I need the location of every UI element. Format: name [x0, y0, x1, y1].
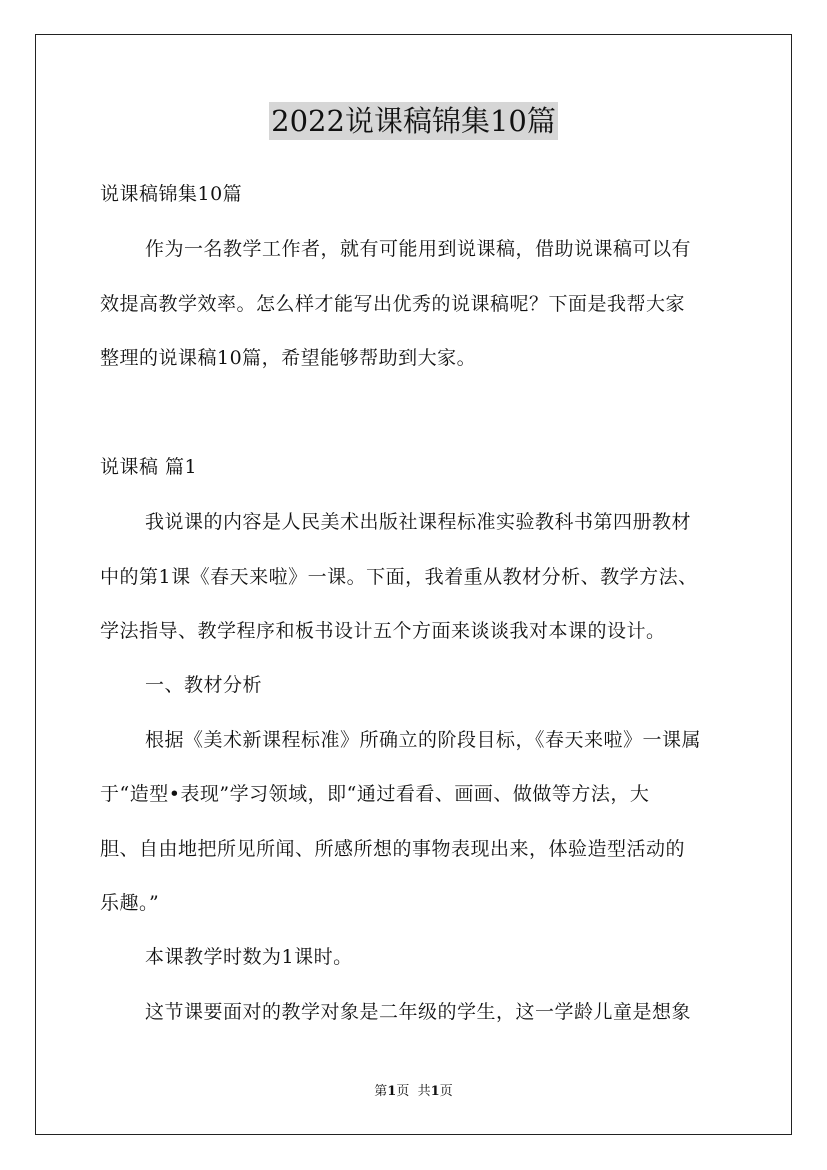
page-footer — [0, 1083, 827, 1101]
intro-line-3: 整理的说课稿10篇，希望能够帮助到大家。 — [100, 347, 477, 369]
para1-line-2: 中的第1课《春天来啦》一课。下面，我着重从教材分析、教学方法、 — [100, 566, 698, 588]
intro-line-1: 作为一名教学工作者，就有可能用到说课稿，借助说课稿可以有 — [145, 238, 692, 260]
footer-total-prefix: 共 — [417, 1084, 431, 1099]
sub-heading: 一、教材分析 — [145, 674, 263, 696]
para2-line-2: 于“造型•表现”学习领域，即“通过看看、画画、做做等方法，大 — [100, 783, 650, 805]
intro-line-2: 效提高教学效率。怎么样才能写出优秀的说课稿呢？下面是我帮大家 — [100, 293, 686, 315]
footer-prefix: 第 — [374, 1084, 388, 1099]
section-heading: 说课稿 篇1 — [100, 456, 198, 478]
footer-page-suffix: 页 — [396, 1084, 410, 1099]
para2-line-3: 胆、自由地把所见所闻、所感所想的事物表现出来，体验造型活动的 — [100, 838, 686, 860]
para3: 本课教学时数为1课时。 — [145, 946, 353, 968]
para2-line-4: 乐趣。” — [100, 892, 160, 914]
para2-line-1: 根据《美术新课程标准》所确立的阶段目标，《春天来啦》一课属 — [145, 729, 702, 751]
footer-total-suffix: 页 — [439, 1084, 453, 1099]
document-subtitle: 说课稿锦集10篇 — [100, 183, 243, 205]
document-title: 2022说课稿锦集10篇 — [271, 104, 556, 138]
footer-page-number: 1 — [387, 1084, 397, 1099]
document-title-wrapper — [0, 102, 827, 140]
para1-line-3: 学法指导、教学程序和板书设计五个方面来谈谈我对本课的设计。 — [100, 620, 666, 642]
para4: 这节课要面对的教学对象是二年级的学生，这一学龄儿童是想象 — [145, 1001, 692, 1023]
para1-line-1: 我说课的内容是人民美术出版社课程标准实验教科书第四册教材 — [145, 511, 692, 533]
footer-total-pages: 1 — [430, 1084, 440, 1099]
